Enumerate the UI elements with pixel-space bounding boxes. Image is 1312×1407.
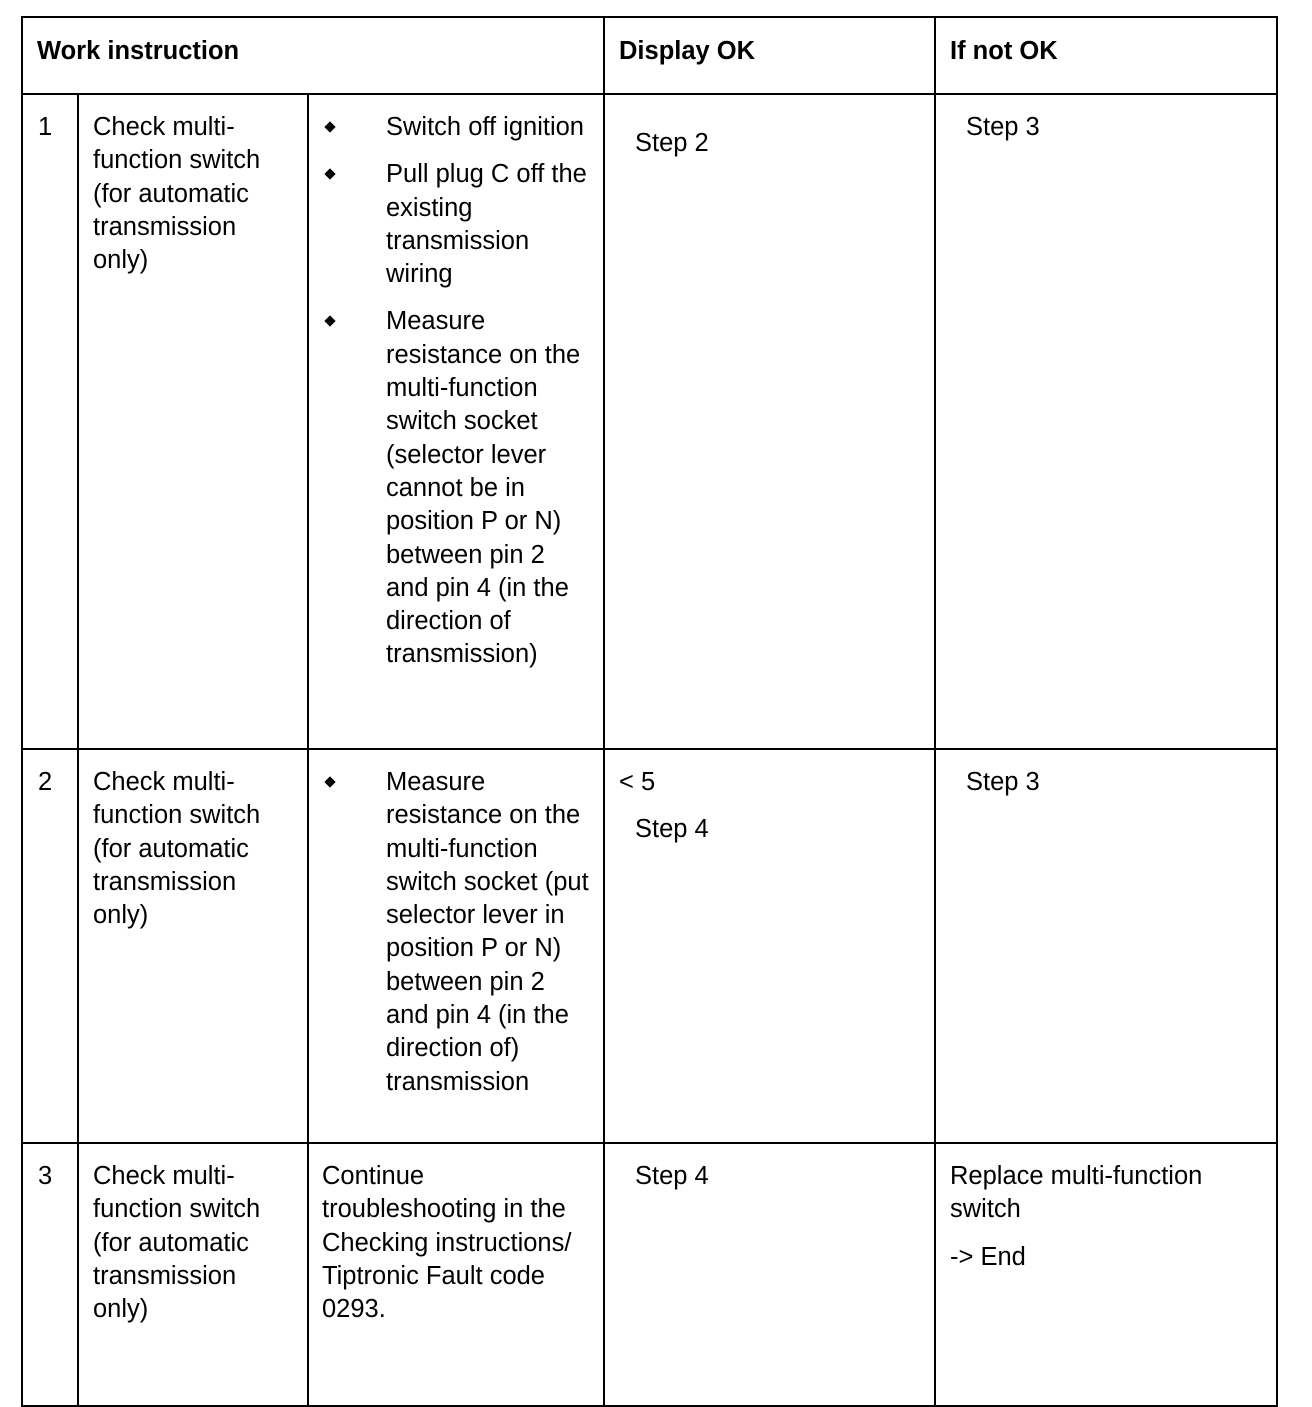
header-work-instruction: Work instruction — [22, 17, 604, 94]
header-display-ok: Display OK — [604, 17, 935, 94]
list-item — [322, 111, 593, 144]
list-item — [322, 305, 593, 671]
diamond-bullet-icon — [322, 766, 386, 799]
bullet-text: Measure resistance on the multi-function switch socket (selector lever cannot be in position P or N) between pin 2 and pin 4 (in the direction of transmission) — [386, 307, 581, 669]
display-ok-value: < 5 — [619, 768, 656, 796]
diamond-bullet-icon — [322, 111, 386, 144]
step-description: Check multi-function switch (for automatic transmission only) — [78, 1143, 308, 1406]
step-number: 1 — [22, 94, 78, 749]
if-not-ok-action: Replace multi-function switch — [950, 1162, 1203, 1224]
if-not-ok-next: -> End — [950, 1242, 1026, 1271]
table-row — [22, 749, 1277, 1143]
step-description: Check multi-function switch (for automatic transmission only) — [78, 94, 308, 749]
step-instructions — [308, 749, 604, 1143]
table-row — [22, 1143, 1277, 1406]
if-not-ok-cell — [935, 749, 1277, 1143]
display-ok-step: Step 4 — [635, 815, 709, 844]
step-number: 3 — [22, 1143, 78, 1406]
display-ok-cell — [604, 1143, 935, 1406]
bullet-text: Switch off ignition — [386, 113, 584, 141]
step-instructions: Continue troubleshooting in the Checking instructions/ Tiptronic Fault code 0293. — [308, 1143, 604, 1406]
bullet-list — [322, 766, 593, 1099]
display-ok-step: Step 4 — [635, 1162, 709, 1190]
display-ok-step: Step 2 — [635, 129, 709, 157]
list-item — [322, 766, 593, 1099]
header-row — [22, 17, 1277, 94]
step-number: 2 — [22, 749, 78, 1143]
if-not-ok-cell — [935, 1143, 1277, 1406]
if-not-ok-cell — [935, 94, 1277, 749]
table-row — [22, 94, 1277, 749]
step-instructions — [308, 94, 604, 749]
bullet-list — [322, 111, 593, 672]
list-item — [322, 158, 593, 291]
display-ok-cell — [604, 749, 935, 1143]
diamond-bullet-icon — [322, 158, 386, 191]
if-not-ok-step: Step 3 — [966, 113, 1040, 141]
step-description: Check multi-function switch (for automatic transmission only) — [78, 749, 308, 1143]
bullet-text: Measure resistance on the multi-function switch socket (put selector lever in position P or N) between pin 2 and pin 4 (in the direction of) transmission — [386, 768, 589, 1096]
display-ok-cell — [604, 94, 935, 749]
bullet-text: Pull plug C off the existing transmission wiring — [386, 160, 587, 289]
diamond-bullet-icon — [322, 305, 386, 338]
work-instruction-table — [21, 16, 1278, 1407]
if-not-ok-step: Step 3 — [966, 768, 1040, 796]
header-if-not-ok: If not OK — [935, 17, 1277, 94]
